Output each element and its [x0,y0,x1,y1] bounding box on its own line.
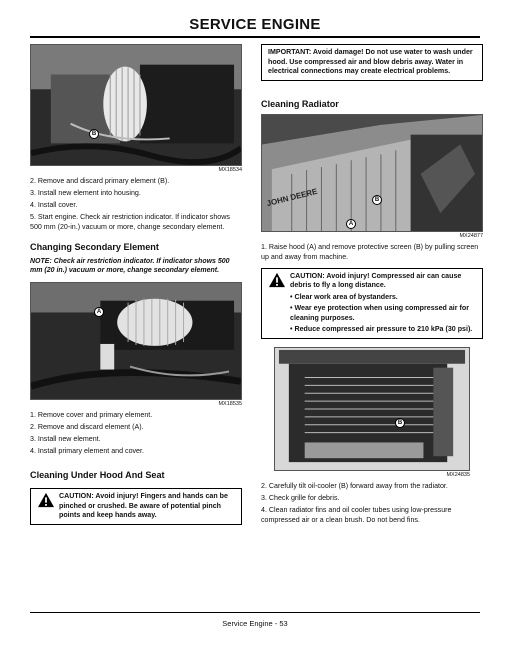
caution-bullet: • Clear work area of bystanders. [290,292,398,301]
warning-icon [37,492,55,508]
step: 4. Clean radiator fins and oil cooler tubes using low-pressure compressed air or a clean brush. Do not bend fins. [261,505,452,524]
callout-b: B [395,418,405,428]
figure-id: MX24835 [446,471,470,478]
tractor-photo [262,115,482,231]
callout-a: A [346,219,356,229]
figure-id: MX24877 [459,232,483,239]
footer-rule [30,612,480,613]
step: 2. Carefully tilt oil-cooler (B) forward away from the radiator. [261,481,448,490]
photo-primary-element [30,44,242,166]
photo-secondary-element [30,282,242,400]
note: NOTE: Check air restriction indicator. If indicator shows 500 mm (20 in.) vacuum or more, change secondary element. [30,258,230,274]
section-heading: Cleaning Radiator [261,98,339,109]
step: 3. Check grille for debris. [261,493,340,502]
section-heading: Cleaning Under Hood And Seat [30,470,165,480]
photo-radiator-screen [261,114,483,232]
step: 1. Remove cover and primary element. [30,411,153,419]
step: 5. Start engine. Check air restriction indicator. If indicator shows 500 mm (20-in.) vacuum or more, change secondary element. [30,213,230,231]
photo-oil-cooler [274,347,470,471]
caution-bullet: • Reduce compressed air pressure to 210 kPa (30 psi). [290,325,473,333]
caution-bullet: • Wear eye protection when using compressed air for cleaning purposes. [290,304,469,322]
page-footer: Service Engine - 53 [222,619,288,628]
step: 4. Install cover. [30,201,78,209]
page-title: SERVICE ENGINE [189,16,321,33]
figure-id: MX18535 [218,401,242,407]
step: 2. Remove and discard primary element (B). [30,177,170,185]
caution-lead: CAUTION: Avoid injury! Compressed air can cause debris to fly a long distance. [290,271,462,289]
important-box: IMPORTANT: Avoid damage! Do not use water to wash under hood. Use compressed air and blow debris away. Water in electrical connections may create electrical problems. [261,44,483,81]
callout-a: A [94,307,104,317]
title-rule [30,36,480,38]
caution-box [30,488,242,525]
caution-list [290,293,476,335]
engine-photo-2 [31,283,241,399]
step: 1. Raise hood (A) and remove protective screen (B) by pulling screen up and away from machine. [261,242,479,261]
left-column [30,44,242,525]
brand-label: JOHN DEERE [265,186,319,208]
step: 2. Remove and discard element (A). [30,423,144,431]
callout-b: B [89,129,99,139]
caution-text: CAUTION: Avoid injury! Fingers and hands can be pinched or crushed. Be aware of potential pinch points and keep hands away. [59,492,228,519]
callout-b: B [372,195,382,205]
step: 3. Install new element into housing. [30,189,141,197]
oil-cooler-photo [275,348,469,470]
engine-photo-1 [31,45,241,165]
figure-id: MX18534 [218,167,242,173]
warning-icon [268,272,286,288]
section-heading: Changing Secondary Element [30,242,159,252]
caution-box [261,268,483,339]
step: 3. Install new element. [30,435,101,443]
step: 4. Install primary element and cover. [30,447,144,455]
right-column [261,44,483,527]
